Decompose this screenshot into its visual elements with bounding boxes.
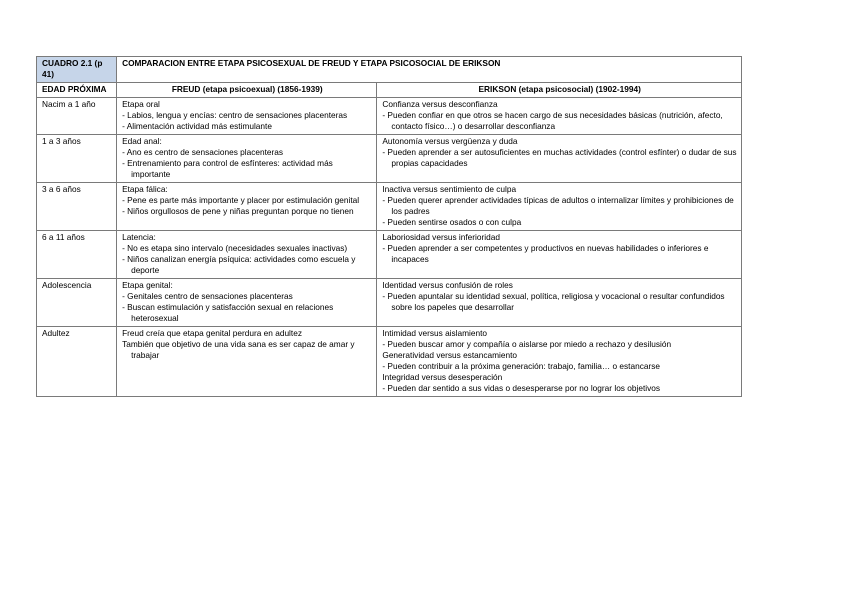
table-row — [37, 327, 742, 397]
erikson-stage-title: Intimidad versus aislamiento — [382, 328, 488, 338]
erikson-stage-item: - Pueden dar sentido a sus vidas o desesperarse por no lograr los objetivos — [382, 383, 661, 393]
erikson-stage-title: Laboriosidad versus inferioridad — [382, 232, 500, 242]
freud-cell — [117, 279, 377, 327]
table-row — [37, 279, 742, 327]
erikson-cell — [377, 135, 742, 183]
erikson-stage-title: Confianza versus desconfianza — [382, 99, 498, 109]
column-header-freud: FREUD (etapa psicoexual) (1856-1939) — [117, 83, 377, 98]
erikson-stage-item: - Pueden contribuir a la próxima generación: trabajo, familia… o estancarse — [382, 361, 660, 371]
erikson-stage-item: - Pueden confiar en que otros se hacen cargo de sus necesidades básicas (nutrición, afecto, contacto físico…) o desarrollar desconfianza — [382, 110, 723, 131]
age-cell: Adultez — [37, 327, 117, 397]
erikson-cell — [377, 183, 742, 231]
erikson-stage-item: Generatividad versus estancamiento — [382, 350, 518, 360]
table-row — [37, 98, 742, 135]
table-row — [37, 183, 742, 231]
age-cell: 1 a 3 años — [37, 135, 117, 183]
erikson-cell — [377, 98, 742, 135]
age-cell: Adolescencia — [37, 279, 117, 327]
table-title: COMPARACION ENTRE ETAPA PSICOSEXUAL DE FREUD Y ETAPA PSICOSOCIAL DE ERIKSON — [117, 57, 742, 83]
table-header-row — [37, 57, 742, 83]
erikson-cell — [377, 231, 742, 279]
column-header-age: EDAD PRÓXIMA — [37, 83, 117, 98]
freud-stage-title: Edad anal: — [122, 136, 162, 146]
freud-stage-title: Etapa oral — [122, 99, 160, 109]
age-cell: 6 a 11 años — [37, 231, 117, 279]
erikson-stage-item: Integridad versus desesperación — [382, 372, 503, 382]
column-header-erikson: ERIKSON (etapa psicosocial) (1902-1994) — [377, 83, 742, 98]
erikson-stage-title: Inactiva versus sentimiento de culpa — [382, 184, 517, 194]
erikson-stage-item: - Pueden aprender a ser autosuficientes en muchas actividades (control esfínter) o dudar de sus propias capacidades — [382, 147, 737, 168]
freud-stage-item: - Buscan estimulación y satisfacción sexual en relaciones heterosexual — [122, 302, 334, 323]
age-cell: Nacim a 1 año — [37, 98, 117, 135]
freud-cell — [117, 231, 377, 279]
erikson-stage-item: - Pueden sentirse osados o con culpa — [382, 217, 522, 227]
erikson-stage-title: Identidad versus confusión de roles — [382, 280, 513, 290]
erikson-stage-item: - Pueden aprender a ser competentes y productivos en nuevas habilidades o inferiores e incapaces — [382, 243, 709, 264]
freud-cell — [117, 183, 377, 231]
erikson-cell — [377, 327, 742, 397]
erikson-stage-item: - Pueden apuntalar su identidad sexual, política, religiosa y vocacional o resultar confundidos sobre los papeles que desarrollar — [382, 291, 725, 312]
freud-stage-item: - Niños canalizan energía psíquica: actividades como escuela y deporte — [122, 254, 356, 275]
erikson-stage-title: Autonomía versus vergüenza y duda — [382, 136, 518, 146]
table-row — [37, 231, 742, 279]
erikson-cell — [377, 279, 742, 327]
freud-stage-item: - Genitales centro de sensaciones placenteras — [122, 291, 293, 301]
freud-stage-item: - Ano es centro de sensaciones placenteras — [122, 147, 284, 157]
freud-stage-item: - Pene es parte más importante y placer por estimulación genital — [122, 195, 360, 205]
age-cell: 3 a 6 años — [37, 183, 117, 231]
freud-stage-item: - Labios, lengua y encías: centro de sensaciones placenteras — [122, 110, 348, 120]
column-header-row — [37, 83, 742, 98]
freud-stage-item: - Entrenamiento para control de esfínteres: actividad más importante — [122, 158, 333, 179]
freud-cell — [117, 135, 377, 183]
freud-stage-item: - No es etapa sino intervalo (necesidades sexuales inactivas) — [122, 243, 348, 253]
comparison-table — [36, 56, 742, 397]
freud-stage-title: Latencia: — [122, 232, 156, 242]
freud-stage-item: También que objetivo de una vida sana es ser capaz de amar y trabajar — [122, 339, 355, 360]
freud-stage-title: Etapa fálica: — [122, 184, 168, 194]
table-row — [37, 135, 742, 183]
freud-stage-item: - Niños orgullosos de pene y niñas preguntan porque no tienen — [122, 206, 354, 216]
freud-stage-title: Etapa genital: — [122, 280, 173, 290]
table-body — [37, 98, 742, 397]
erikson-stage-item: - Pueden buscar amor y compañía o aislarse por miedo a rechazo y desilusión — [382, 339, 672, 349]
freud-cell — [117, 98, 377, 135]
erikson-stage-item: - Pueden querer aprender actividades típicas de adultos o internalizar límites y prohibiciones de los padres — [382, 195, 734, 216]
freud-cell — [117, 327, 377, 397]
freud-stage-title: Freud creía que etapa genital perdura en adultez — [122, 328, 302, 338]
table-tag: CUADRO 2.1 (p 41) — [37, 57, 117, 83]
freud-stage-item: - Alimentación actividad más estimulante — [122, 121, 272, 131]
